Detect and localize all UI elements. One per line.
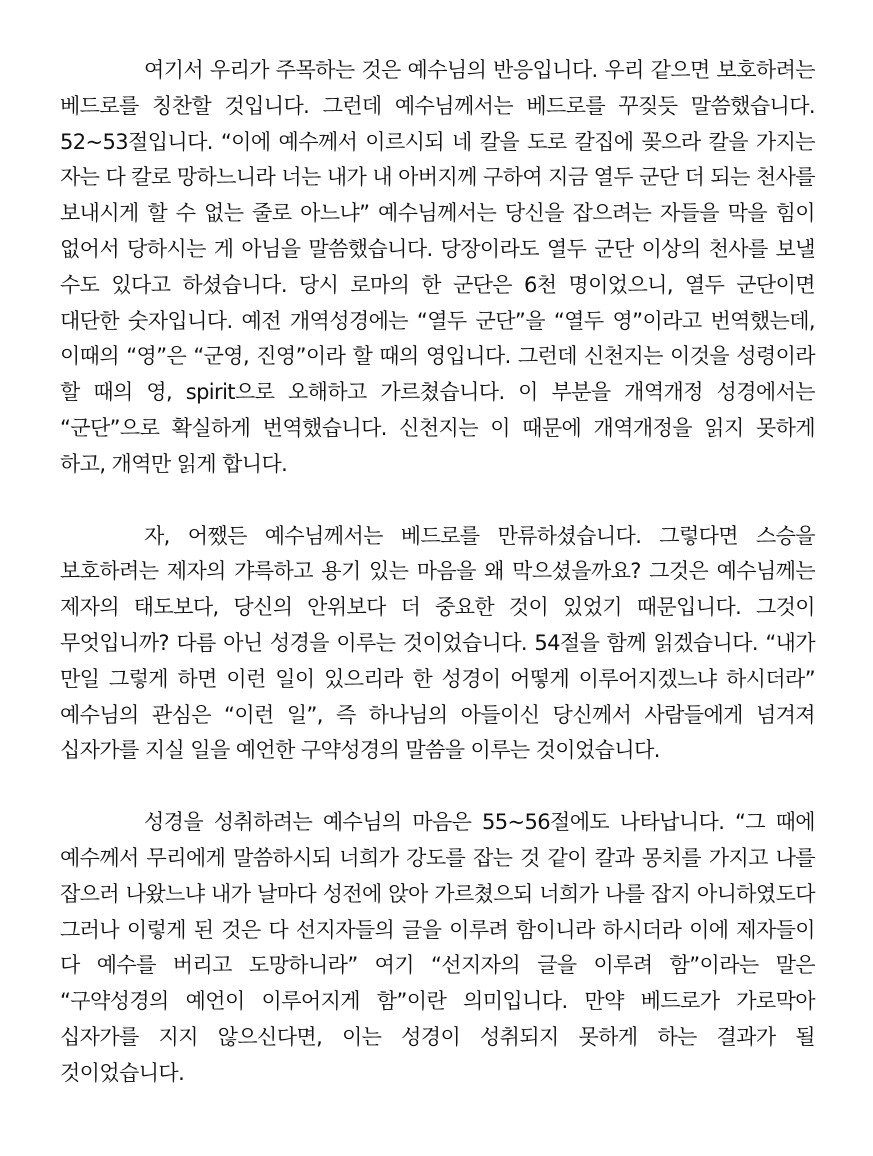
paragraph: 성경을 성취하려는 예수님의 마음은 55~56절에도 나타납니다. “그 때에 예수께서 무리에게 말씀하시되 너희가 강도를 잡는 것 같이 칼과 몽치를 가지고 나를 잡으러 나왔느냐 내가 날마다 성전에 앉아 가르쳤으되 너희가 나를 잡지 아니하였도다 그러나 이렇게 된 것은 다 선지자들의 글을 이루려 함이니라 하시더라 이에 제자들이 다 예수를 버리고 도망하니라” 여기 “선지자의 글을 이루려 함”이라는 말은 “구약성경의 예언이 이루어지게 함”이란 의미입니다. 만약 베드로가 가로막아 십자가를 지지 않으신다면, 이는 성경이 성취되지 못하게 하는 결과가 될 것이었습니다. xyxy=(60,810,815,1085)
paragraph: 여기서 우리가 주목하는 것은 예수님의 반응입니다. 우리 같으면 보호하려는 베드로를 칭찬할 것입니다. 그런데 예수님께서는 베드로를 꾸짖듯 말씀했습니다. 52~53절입니다. “이에 예수께서 이르시되 네 칼을 도로 칼집에 꽂으라 칼을 가지는 자는 다 칼로 망하느니라 너는 내가 내 아버지께 구하여 지금 열두 군단 더 되는 천사를 보내시게 할 수 없는 줄로 아느냐” 예수님께서는 당신을 잡으려는 자들을 막을 힘이 없어서 당하시는 게 아님을 말씀했습니다. 당장이라도 열두 군단 이상의 천사를 보낼 수도 있다고 하셨습니다. 당시 로마의 한 군단은 6천 명이었으니, 열두 군단이면 대단한 숫자입니다. 예전 개역성경에는 “열두 군단”을 “열두 영”이라고 번역했는데, 이때의 “영”은 “군영, 진영”이라 할 때의 영입니다. 그런데 신천지는 이것을 성령이라 할 때의 영, spirit으로 오해하고 가르쳤습니다. 이 부분을 개역개정 성경에서는 “군단”으로 확실하게 번역했습니다. 신천지는 이 때문에 개역개정을 읽지 못하게 하고, 개역만 읽게 합니다. xyxy=(60,58,815,476)
document-page xyxy=(60,53,815,1092)
paragraph: 자, 어쨌든 예수님께서는 베드로를 만류하셨습니다. 그렇다면 스승을 보호하려는 제자의 갸륵하고 용기 있는 마음을 왜 막으셨을까요? 그것은 예수님께는 제자의 태도보다, 당신의 안위보다 더 중요한 것이 있었기 때문입니다. 그것이 무엇입니까? 다름 아닌 성경을 이루는 것이었습니다. 54절을 함께 읽겠습니다. “내가 만일 그렇게 하면 이런 일이 있으리라 한 성경이 어떻게 이루어지겠느냐 하시더라” 예수님의 관심은 “이런 일”, 즉 하나님의 아들이신 당신께서 사람들에게 넘겨져 십자가를 지실 일을 예언한 구약성경의 말씀을 이루는 것이었습니다. xyxy=(60,523,815,763)
